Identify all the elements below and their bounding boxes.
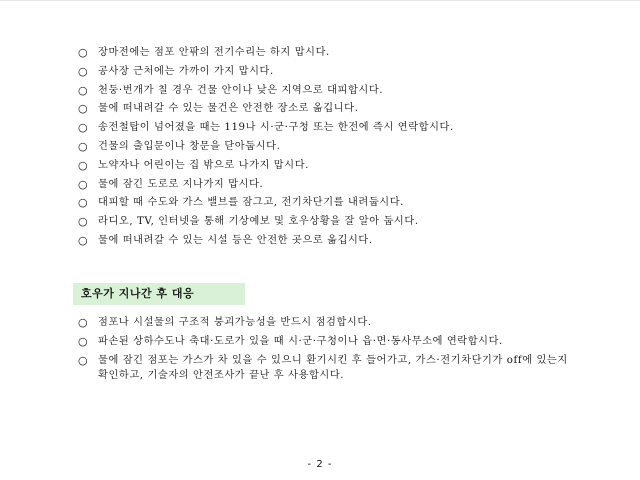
section-heading: 호우가 지나간 후 대응 (73, 283, 245, 305)
circle-bullet-icon: ○ (78, 316, 89, 329)
circle-bullet-icon: ○ (78, 83, 89, 97)
list-item (78, 214, 568, 230)
list-item-text: 물에 떠내려갈 수 있는 시설 등은 안전한 곳으로 옮깁시다. (98, 234, 373, 246)
list-item-text: 공사장 근처에는 가까이 가지 맙시다. (98, 65, 274, 77)
list-item-text: 장마전에는 점포 안팎의 전기수리는 하지 맙시다. (98, 47, 330, 58)
list-item (78, 64, 568, 80)
circle-bullet-icon: ○ (78, 46, 89, 59)
after-rain-list (78, 315, 568, 387)
list-item-text: 천둥·번개가 칠 경우 건물 안이나 낮은 지역으로 대피합시다. (98, 84, 384, 96)
circle-bullet-icon: ○ (78, 334, 89, 348)
list-item (78, 120, 568, 136)
list-item (78, 233, 568, 249)
list-item-text: 물에 떠내려갈 수 있는 물건은 안전한 장소로 옮깁니다. (98, 103, 359, 115)
circle-bullet-icon: ○ (78, 177, 89, 191)
list-item (78, 83, 568, 99)
precautions-list (78, 45, 568, 252)
list-item (78, 334, 568, 350)
list-item-text: 파손된 상하수도나 축대·도로가 있을 때 시·군·구청이나 읍·면·동사무소에 연락합시다. (98, 335, 503, 347)
circle-bullet-icon: ○ (78, 139, 89, 153)
list-item-text: 노약자나 어린이는 집 밖으로 나가지 맙시다. (98, 159, 309, 171)
list-item (78, 315, 568, 331)
circle-bullet-icon: ○ (78, 102, 89, 116)
list-item-text: 라디오, TV, 인터넷을 통해 기상예보 및 호우상황을 잘 알아 둡시다. (98, 216, 419, 228)
circle-bullet-icon: ○ (78, 215, 89, 229)
list-item (78, 139, 568, 155)
list-item (78, 195, 568, 211)
list-item (78, 353, 568, 384)
list-item (78, 101, 568, 117)
list-item-text: 대피할 때 수도와 가스 밸브를 잠그고, 전기차단기를 내려둡시다. (98, 197, 405, 209)
list-item-text: 송전철탑이 넘어졌을 때는 119나 시·군·구청 또는 한전에 즉시 연락합시다. (98, 122, 454, 134)
list-item-text: 물에 잠긴 도로로 지나가지 맙시다. (98, 178, 264, 190)
list-item-text: 점포나 시설물의 구조적 붕괴가능성을 반드시 점검합시다. (98, 317, 372, 328)
page-number: - 2 - (307, 459, 333, 470)
list-item (78, 177, 568, 193)
circle-bullet-icon: ○ (78, 121, 89, 135)
list-item-text: 건물의 출입문이나 창문을 닫아둡시다. (98, 140, 281, 152)
circle-bullet-icon: ○ (78, 158, 89, 172)
list-item-text: 물에 잠긴 점포는 가스가 차 있을 수 있으니 환기시킨 후 들어가고, 가스·전기차단기가 off에 있는지 확인하고, 기술자의 안전조사가 끝난 후 사용합시다. (98, 354, 568, 382)
list-item (78, 158, 568, 174)
circle-bullet-icon: ○ (78, 353, 89, 367)
circle-bullet-icon: ○ (78, 233, 89, 247)
list-item (78, 45, 568, 61)
circle-bullet-icon: ○ (78, 64, 89, 78)
circle-bullet-icon: ○ (78, 196, 89, 210)
